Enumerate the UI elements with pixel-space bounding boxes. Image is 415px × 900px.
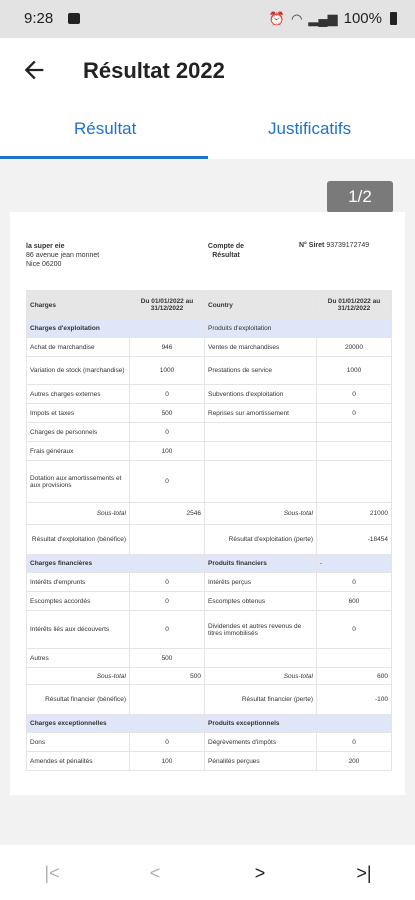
row-label-left: Achat de marchandise <box>27 338 130 357</box>
pager-bar <box>0 845 415 900</box>
subtotal-label-right: Sous-total <box>205 668 317 685</box>
row-label-right: Prestations de service <box>205 357 317 385</box>
row-value-right: 1000 <box>317 357 392 385</box>
header-country: Country <box>205 291 317 320</box>
section-charges-exceptionnelles: Charges exceptionnelles <box>27 715 205 733</box>
row-value-right: 0 <box>317 611 392 649</box>
row-label-left: Amendes et pénalités <box>27 752 130 771</box>
table-row <box>27 733 392 752</box>
row-value-left: 100 <box>130 752 205 771</box>
row-value-left: 0 <box>130 573 205 592</box>
exploitation-rows <box>27 338 392 503</box>
row-label-right <box>205 423 317 442</box>
section-produits-exploitation: Produits d'exploitation <box>205 320 392 338</box>
siret-value: 93739172749 <box>326 242 370 249</box>
row-value-right: 0 <box>317 385 392 404</box>
table-row <box>27 592 392 611</box>
header-period-right: Du 01/01/2022 au 31/12/2022 <box>317 291 392 320</box>
table-row <box>27 442 392 461</box>
status-time: 9:28 <box>24 10 54 27</box>
row-value-left: 500 <box>130 404 205 423</box>
row-label-right: Escomptes obtenus <box>205 592 317 611</box>
next-page-button[interactable]: > <box>254 863 266 883</box>
page-title: Résultat 2022 <box>83 58 225 83</box>
table-row <box>27 573 392 592</box>
header-charges: Charges <box>27 291 130 320</box>
first-page-button[interactable]: |< <box>44 863 60 883</box>
row-label-right: Reprises sur amortissement <box>205 404 317 423</box>
row-value-left: 0 <box>130 733 205 752</box>
result-value-left <box>130 685 205 715</box>
result-label-left: Résultat d'exploitation (bénéfice) <box>27 525 130 555</box>
row-value-left: 1000 <box>130 357 205 385</box>
company-name: la super eie <box>26 243 65 250</box>
subtotal-label-left: Sous-total <box>27 668 130 685</box>
row-label-left: Intérêts d'emprunts <box>27 573 130 592</box>
siret-label: N° Siret <box>299 242 325 249</box>
row-label-left: Autres charges externes <box>27 385 130 404</box>
row-label-right <box>205 461 317 503</box>
tab-bar <box>0 102 415 159</box>
income-statement-table <box>26 290 392 771</box>
financieres-rows <box>27 573 392 668</box>
signal-icon: ▂▄▆ <box>308 10 338 26</box>
row-label-right: Dividendes et autres revenus de titres immobilisés <box>205 611 317 649</box>
company-address-line2: Nice 06200 <box>26 261 62 268</box>
row-value-left: 0 <box>130 385 205 404</box>
result-label-right: Résultat d'exploitation (perte) <box>205 525 317 555</box>
subtotal-value-right: 600 <box>317 668 392 685</box>
report-title-line1: Compte de <box>207 243 245 250</box>
row-value-right <box>317 442 392 461</box>
company-block <box>26 242 156 269</box>
row-label-left: Autres <box>27 649 130 668</box>
tab-resultat[interactable]: Résultat <box>74 119 137 138</box>
notification-icon <box>68 13 80 24</box>
row-label-right: Intérêts perçus <box>205 573 317 592</box>
row-value-left: 0 <box>130 423 205 442</box>
row-label-left: Charges de personnels <box>27 423 130 442</box>
table-header-row <box>27 291 392 320</box>
row-value-left: 946 <box>130 338 205 357</box>
table-row <box>27 752 392 771</box>
row-value-left: 0 <box>130 611 205 649</box>
table-row <box>27 423 392 442</box>
row-label-right <box>205 649 317 668</box>
subtotal-label-right: Sous-total <box>205 503 317 525</box>
app-bar <box>0 38 415 102</box>
result-value-right: -18454 <box>317 525 392 555</box>
back-arrow-icon[interactable] <box>20 56 48 84</box>
table-row <box>27 404 392 423</box>
row-value-right: 0 <box>317 733 392 752</box>
row-value-right <box>317 461 392 503</box>
table-row <box>27 357 392 385</box>
section-produits-financiers-extra: - <box>317 555 392 573</box>
table-row <box>27 385 392 404</box>
row-label-left: Escomptes accordés <box>27 592 130 611</box>
section-charges-financieres: Charges financières <box>27 555 205 573</box>
last-page-button[interactable]: >| <box>356 863 372 883</box>
row-value-right: 20000 <box>317 338 392 357</box>
row-value-right <box>317 423 392 442</box>
report-title-line2: Résultat <box>212 252 240 259</box>
report-title <box>186 242 266 260</box>
row-value-left: 500 <box>130 649 205 668</box>
result-row-exploitation <box>27 525 392 555</box>
row-label-left: Dotation aux amortissements et aux provisions <box>27 461 130 503</box>
section-row-exploitation <box>27 320 392 338</box>
row-label-left: Impots et taxes <box>27 404 130 423</box>
section-produits-exceptionnels: Produits exceptionnels <box>205 715 392 733</box>
siret <box>299 242 369 249</box>
row-label-right <box>205 442 317 461</box>
tab-justificatifs[interactable]: Justificatifs <box>268 119 352 138</box>
row-value-right: 200 <box>317 752 392 771</box>
row-label-left: Frais généraux <box>27 442 130 461</box>
result-value-right: -100 <box>317 685 392 715</box>
table-row <box>27 611 392 649</box>
status-bar <box>0 0 415 38</box>
battery-percent: 100% <box>343 10 382 27</box>
table-row <box>27 649 392 668</box>
row-value-right: 600 <box>317 592 392 611</box>
row-value-right: 0 <box>317 404 392 423</box>
section-produits-financiers: Produits financiers <box>205 555 317 573</box>
company-address-line1: 86 avenue jean monnet <box>26 252 100 259</box>
subtotal-row-financieres <box>27 668 392 685</box>
document-page[interactable] <box>10 212 405 795</box>
result-value-left <box>130 525 205 555</box>
row-label-left: Dons <box>27 733 130 752</box>
alarm-icon: ⏰ <box>268 10 286 26</box>
subtotal-value-left: 2546 <box>130 503 205 525</box>
row-value-left: 0 <box>130 592 205 611</box>
subtotal-label-left: Sous-total <box>27 503 130 525</box>
row-label-right: Ventes de marchandises <box>205 338 317 357</box>
row-value-right <box>317 649 392 668</box>
exceptionnelles-rows <box>27 733 392 771</box>
header-period-left: Du 01/01/2022 au 31/12/2022 <box>130 291 205 320</box>
wifi-icon: ◠ <box>291 10 303 26</box>
page-indicator: 1/2 <box>327 181 393 213</box>
result-row-financier <box>27 685 392 715</box>
row-label-left: Intérêts liés aux découverts <box>27 611 130 649</box>
table-row <box>27 461 392 503</box>
section-row-financieres <box>27 555 392 573</box>
row-label-right: Dégrèvements d'impôts <box>205 733 317 752</box>
row-label-right: Subventions d'exploitation <box>205 385 317 404</box>
result-label-right: Résultat financier (perte) <box>205 685 317 715</box>
row-label-right: Pénalités perçues <box>205 752 317 771</box>
row-label-left: Variation de stock (marchandise) <box>27 357 130 385</box>
previous-page-button[interactable]: < <box>149 863 161 883</box>
table-row <box>27 338 392 357</box>
section-row-exceptionnelles <box>27 715 392 733</box>
row-value-left: 100 <box>130 442 205 461</box>
status-right <box>269 10 397 27</box>
section-charges-exploitation: Charges d'exploitation <box>27 320 205 338</box>
battery-icon <box>390 12 397 25</box>
result-label-left: Résultat financier (bénéfice) <box>27 685 130 715</box>
subtotal-value-left: 500 <box>130 668 205 685</box>
subtotal-value-right: 21000 <box>317 503 392 525</box>
row-value-left: 0 <box>130 461 205 503</box>
subtotal-row-exploitation <box>27 503 392 525</box>
row-value-right: 0 <box>317 573 392 592</box>
